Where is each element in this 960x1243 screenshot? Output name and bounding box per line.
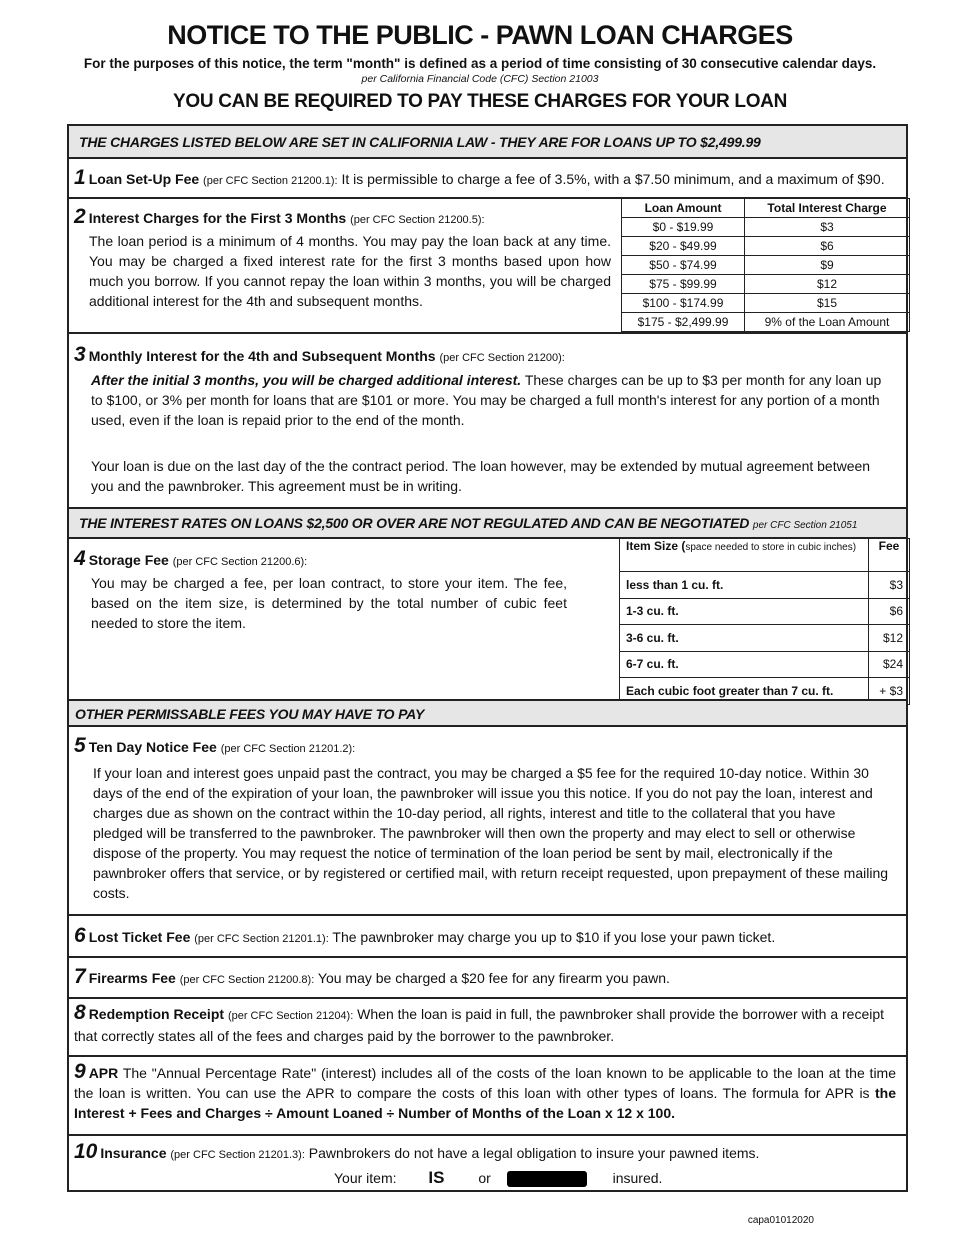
charges-banner: YOU CAN BE REQUIRED TO PAY THESE CHARGES FOR YOUR LOAN (172, 91, 788, 112)
storage-table-header-item: Item Size (space needed to store in cubic inches) (620, 539, 869, 572)
unregulated-band-text: THE INTEREST RATES ON LOANS $2,500 OR OVER ARE NOT REGULATED AND CAN BE NEGOTIATED per CFC Section 21051 (79, 515, 858, 531)
section-text: You may be charged a fee, per loan contract, to store your item. The fee, based on the item size, is determined by the total number of cubic feet needed to store the item. (91, 575, 567, 631)
regulated-band (69, 126, 906, 159)
section-cfc: (per CFC Section 21200.1): (203, 175, 338, 187)
regulated-band-text: THE CHARGES LISTED BELOW ARE SET IN CALIFORNIA LAW - THEY ARE FOR LOANS UP TO $2,499.99 (79, 134, 761, 150)
section-insurance (69, 1136, 906, 1192)
section-apr (69, 1057, 906, 1136)
section-cfc: (per CFC Section 21200.5): (350, 214, 485, 226)
section-text: It is permissible to charge a fee of 3.5%, with a $7.50 minimum, and a maximum of $90. (341, 171, 885, 187)
section-label: Loan Set-Up Fee (88, 171, 200, 187)
section-number: 3 (74, 343, 86, 366)
section-text: The loan period is a minimum of 4 months. You may pay the loan back at any time. You may be charged a fixed interest rate for the first 3 months based upon how much you borrow. If you cannot repay the loan within 3 months, you will be charged additional interest for the 4th and subsequent months. (89, 233, 611, 309)
storage-table-row (620, 625, 910, 652)
storage-item-size: 6-7 cu. ft. (620, 651, 869, 678)
section-text: 8 Redemption Receipt (per CFC Section 21204): When the loan is paid in full, the pawnbroker shall provide the borrower with a receipt that correctly states all of the fees and charges paid by the borrower to the pawnbroker. (74, 1001, 885, 1044)
interest-table-row (622, 237, 910, 256)
interest-table-row (622, 313, 910, 332)
unregulated-band (69, 509, 906, 539)
section-firearms-fee (69, 958, 906, 999)
section-ten-day-notice (69, 727, 906, 916)
interest-table-row (622, 294, 910, 313)
storage-fee: $24 (869, 651, 910, 678)
section-text: 9 APR The "Annual Percentage Rate" (interest) includes all of the costs of the loan known to be applicable to the loan at the time the loan is written. You can use the APR to compare the costs of this loan with other types of loans. The formula for APR is the Interest + Fees and Charges ÷ Amount Loaned ÷ Number of Months of the Loan x 12 x 100. (74, 1060, 897, 1121)
form-code: capa01012020 (747, 1215, 814, 1226)
section-cfc: (per CFC Section 21200.6): (172, 556, 308, 568)
section-cfc: (per CFC Section 21201.2): (220, 743, 356, 755)
redacted-is-not (507, 1171, 587, 1187)
section-storage-fee (69, 539, 906, 701)
section-label: Ten Day Notice Fee (88, 739, 217, 755)
section-number: 7 (74, 965, 86, 988)
interest-charge: $12 (745, 275, 910, 294)
interest-table-row (622, 256, 910, 275)
interest-loan-amount: $0 - $19.99 (622, 218, 745, 237)
interest-charge: $9 (745, 256, 910, 275)
insured-item-label: Your item: (334, 1170, 397, 1186)
section-label: Insurance (100, 1145, 167, 1161)
section-label: Storage Fee (88, 552, 169, 568)
section-number: 1 (74, 166, 86, 189)
interest-charge: 9% of the Loan Amount (745, 313, 910, 332)
storage-fee: + $3 (869, 678, 910, 705)
section-cfc: (per CFC Section 21201.3): (170, 1149, 305, 1161)
cfc-citation: per California Financial Code (CFC) Section 21003 (361, 73, 599, 85)
section-body: These charges can be up to $3 per month for any loan up to $100, or 3% per month for loans that are $101 or more. You may be charged a full month's interest for any portion of a month used, even if the loan is repaid prior to the end of the month. (91, 372, 882, 428)
storage-item-size: less than 1 cu. ft. (620, 572, 869, 599)
section-cfc: (per CFC Section 21200): (439, 352, 565, 364)
interest-table-header-amount: Loan Amount (622, 199, 745, 218)
section-label: Firearms Fee (88, 970, 176, 986)
interest-charge: $6 (745, 237, 910, 256)
interest-charge: $15 (745, 294, 910, 313)
storage-fee: $3 (869, 572, 910, 599)
section-text: The pawnbroker may charge you up to $10 if you lose your pawn ticket. (332, 929, 776, 945)
section-label: Monthly Interest for the 4th and Subsequent Months (88, 348, 436, 364)
notice-title: NOTICE TO THE PUBLIC - PAWN LOAN CHARGES (167, 20, 793, 50)
insured-is: IS (428, 1168, 445, 1187)
insured-or: or (478, 1170, 491, 1186)
section-number: 10 (74, 1140, 98, 1163)
interest-charge-table (621, 198, 910, 332)
interest-charge: $3 (745, 218, 910, 237)
insured-status-line (334, 1168, 662, 1188)
other-fees-band (69, 701, 906, 727)
section-label: Lost Ticket Fee (88, 929, 191, 945)
section-loan-setup-fee (69, 159, 906, 199)
storage-table-header-fee: Fee (869, 539, 910, 572)
storage-fee: $6 (869, 598, 910, 625)
charges-frame (67, 124, 908, 1192)
section-cfc: (per CFC Section 21200.8): (179, 974, 315, 986)
month-definition: For the purposes of this notice, the term "month" is defined as a period of time consisting of 30 consecutive calendar days. (83, 56, 877, 71)
section-text: You may be charged a $20 fee for any firearm you pawn. (317, 970, 670, 986)
section-cfc: (per CFC Section 21201.1): (194, 933, 329, 945)
interest-loan-amount: $75 - $99.99 (622, 275, 745, 294)
section-label: Interest Charges for the First 3 Months (88, 210, 347, 226)
section-number: 6 (74, 924, 86, 947)
section-number: 2 (74, 205, 86, 228)
storage-fee: $12 (869, 625, 910, 652)
interest-table-row (622, 218, 910, 237)
section-text (91, 370, 891, 430)
storage-item-size: Each cubic foot greater than 7 cu. ft. (620, 678, 869, 705)
section-number: 5 (74, 734, 86, 757)
apr-formula: the Interest + Fees and Charges ÷ Amount Loaned ÷ Number of Months of the Loan x 12 x 100. (74, 1085, 896, 1121)
other-fees-band-text: OTHER PERMISSABLE FEES YOU MAY HAVE TO PAY (75, 706, 425, 722)
section-number: 4 (74, 547, 86, 570)
interest-loan-amount: $175 - $2,499.99 (622, 313, 745, 332)
section-lead: After the initial 3 months, you will be charged additional interest. (91, 372, 522, 388)
storage-table-row (620, 572, 910, 599)
section-lost-ticket-fee (69, 916, 906, 958)
storage-fee-table (619, 538, 910, 705)
section-redemption-receipt (69, 999, 906, 1057)
storage-item-size: 1-3 cu. ft. (620, 598, 869, 625)
section-text: If your loan and interest goes unpaid past the contract, you may be charged a $5 fee for the required 10-day notice. Within 30 days of the end of the expiration of your loan, the pawnbroker will issue you this notice. If you do not pay the loan, interest and charges due as shown on the contract within the 10-day period, all rights, interest and title to the collateral that you have pledged will be transferred to the pawnbroker. The pawnbroker will then own the property and may elect to sell or otherwise dispose of the property. You may request the notice of termination of the loan period be sent by mail, electronically if the pawnbroker offers that service, or by registered or certified mail, with return receipt requested, upon prepayment of these mailing costs. (93, 765, 889, 901)
interest-loan-amount: $50 - $74.99 (622, 256, 745, 275)
storage-table-row (620, 598, 910, 625)
section-monthly-interest (69, 334, 906, 509)
storage-table-row (620, 651, 910, 678)
insured-suffix: insured. (612, 1170, 663, 1186)
section-text: Pawnbrokers do not have a legal obligation to insure your pawned items. (308, 1145, 760, 1161)
section-interest-first-3-months (69, 199, 906, 334)
interest-table-header-charge: Total Interest Charge (745, 199, 910, 218)
section-text-2: Your loan is due on the last day of the the contract period. The loan however, may be extended by mutual agreement between you and the pawnbroker. This agreement must be in writing. (91, 458, 871, 494)
interest-loan-amount: $100 - $174.99 (622, 294, 745, 313)
storage-item-size: 3-6 cu. ft. (620, 625, 869, 652)
interest-table-row (622, 275, 910, 294)
interest-loan-amount: $20 - $49.99 (622, 237, 745, 256)
